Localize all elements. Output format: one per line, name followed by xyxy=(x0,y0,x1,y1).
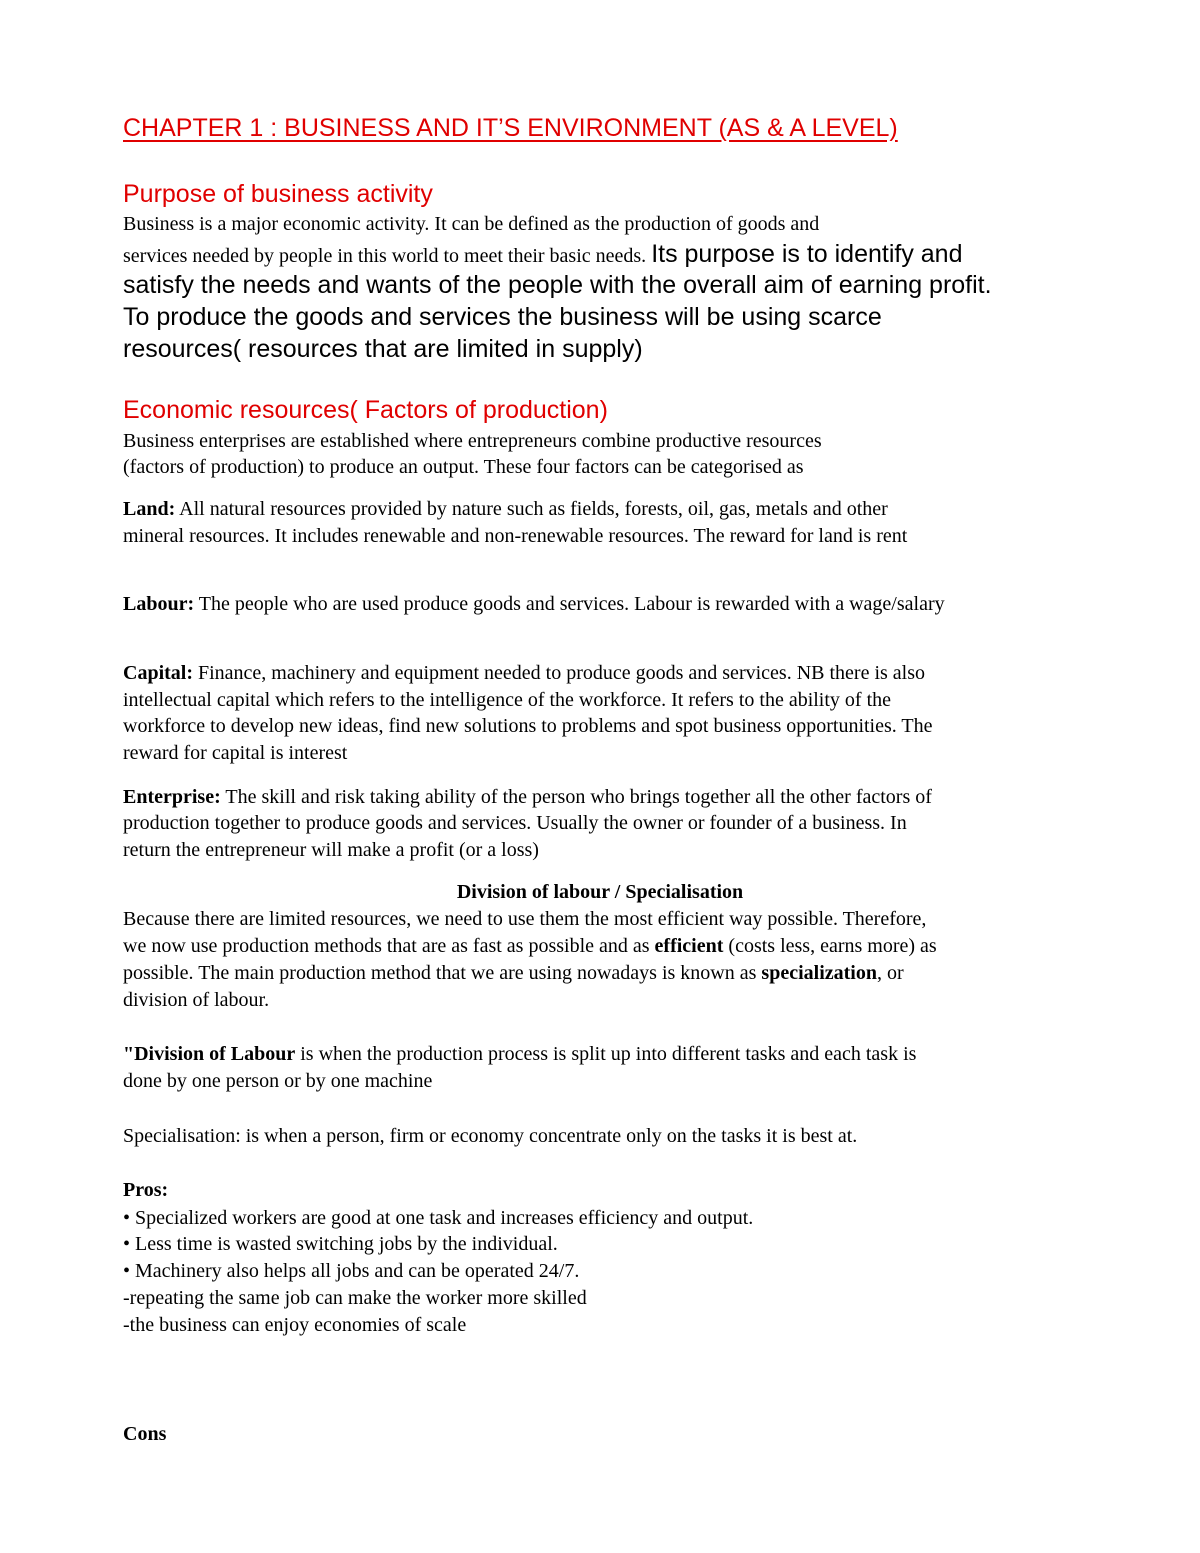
enterprise-text-1: The skill and risk taking ability of the person who brings together all the other factors of xyxy=(220,786,932,808)
division-line-2 xyxy=(123,933,937,959)
purpose-line-2 xyxy=(123,240,962,269)
pros-item xyxy=(123,1258,579,1284)
enterprise-line-3: return the entrepreneur will make a profit (or a loss) xyxy=(123,839,539,861)
specialisation-line: Specialisation: is when a person, firm or economy concentrate only on the tasks it is best at. xyxy=(123,1125,858,1147)
capital-text-1: Finance, machinery and equipment needed to produce goods and services. NB there is also xyxy=(193,662,926,684)
bullet-icon: • xyxy=(123,1207,131,1229)
pros-label-text: Pros: xyxy=(123,1179,169,1201)
capital-line-4: reward for capital is interest xyxy=(123,742,348,764)
purpose-heading: Purpose of business activity xyxy=(123,180,433,208)
purpose-line-2-serif: services needed by people in this world to meet their basic needs. xyxy=(123,245,652,267)
cons-label xyxy=(123,1421,166,1447)
resources-intro-2: (factors of production) to produce an output. These four factors can be categorised as xyxy=(123,456,804,478)
labour-text: The people who are used produce goods and services. Labour is rewarded with a wage/salary xyxy=(194,593,945,615)
pros-item-text: Machinery also helps all jobs and can be operated 24/7. xyxy=(135,1260,580,1282)
division-heading xyxy=(0,879,1200,905)
enterprise-line-2: production together to produce goods and services. Usually the owner or founder of a business. In xyxy=(123,812,907,834)
pros-item-text: Specialized workers are good at one task and increases efficiency and output. xyxy=(135,1207,754,1229)
pros-item xyxy=(123,1205,753,1231)
definition-term: "Division of Labour xyxy=(123,1043,296,1065)
capital-line-3: workforce to develop new ideas, find new solutions to problems and spot business opportunities. The xyxy=(123,715,933,737)
division-line-2c: (costs less, earns more) as xyxy=(723,935,937,957)
pros-item-text: Less time is wasted switching jobs by the individual. xyxy=(135,1233,558,1255)
division-heading-text: Division of labour / Specialisation xyxy=(456,881,744,903)
capital-label: Capital: xyxy=(123,662,193,684)
capital-line-2: intellectual capital which refers to the intelligence of the workforce. It refers to the ability of the xyxy=(123,689,892,711)
labour-label: Labour: xyxy=(123,593,195,615)
enterprise-label: Enterprise: xyxy=(123,786,221,808)
purpose-line-2-sans: Its purpose is to identify and xyxy=(651,240,963,268)
bullet-icon: • xyxy=(123,1260,131,1282)
purpose-line-3: satisfy the needs and wants of the people with the overall aim of earning profit. xyxy=(123,271,992,299)
purpose-line-1: Business is a major economic activity. It can be defined as the production of goods and xyxy=(123,213,820,235)
enterprise-line-1 xyxy=(123,784,932,810)
resources-intro-1: Business enterprises are established where entrepreneurs combine productive resources xyxy=(123,430,822,452)
pros-item xyxy=(123,1231,558,1257)
bullet-icon: • xyxy=(123,1233,131,1255)
cons-label-text: Cons xyxy=(123,1423,167,1445)
specialization-term: specialization xyxy=(761,962,877,984)
labour-line xyxy=(123,591,945,617)
definition-line-2: done by one person or by one machine xyxy=(123,1070,433,1092)
definition-line-1 xyxy=(123,1041,916,1067)
land-label: Land: xyxy=(123,498,176,520)
pros-dash-item: -the business can enjoy economies of scale xyxy=(123,1314,467,1336)
land-line-1 xyxy=(123,496,888,522)
division-line-1: Because there are limited resources, we need to use them the most efficient way possible. Therefore, xyxy=(123,908,927,930)
purpose-line-4: To produce the goods and services the business will be using scarce xyxy=(123,303,882,331)
division-line-2a: we now use production methods that are as fast as possible and as xyxy=(123,935,655,957)
purpose-line-5: resources( resources that are limited in supply) xyxy=(123,335,643,363)
resources-heading: Economic resources( Factors of production) xyxy=(123,396,608,424)
chapter-title: CHAPTER 1 : BUSINESS AND IT’S ENVIRONMENT (AS & A LEVEL) xyxy=(123,114,898,142)
land-line-2: mineral resources. It includes renewable and non-renewable resources. The reward for land is rent xyxy=(123,525,908,547)
division-line-4: division of labour. xyxy=(123,989,270,1011)
definition-text-1: is when the production process is split up into different tasks and each task is xyxy=(295,1043,917,1065)
efficient-term: efficient xyxy=(654,935,724,957)
division-line-3 xyxy=(123,960,904,986)
pros-label xyxy=(123,1177,168,1203)
land-text-1: All natural resources provided by nature such as fields, forests, oil, gas, metals and other xyxy=(175,498,888,520)
capital-line-1 xyxy=(123,660,925,686)
division-line-3a: possible. The main production method that we are using nowadays is known as xyxy=(123,962,762,984)
pros-dash-item: -repeating the same job can make the worker more skilled xyxy=(123,1287,587,1309)
division-line-3c: , or xyxy=(876,962,904,984)
